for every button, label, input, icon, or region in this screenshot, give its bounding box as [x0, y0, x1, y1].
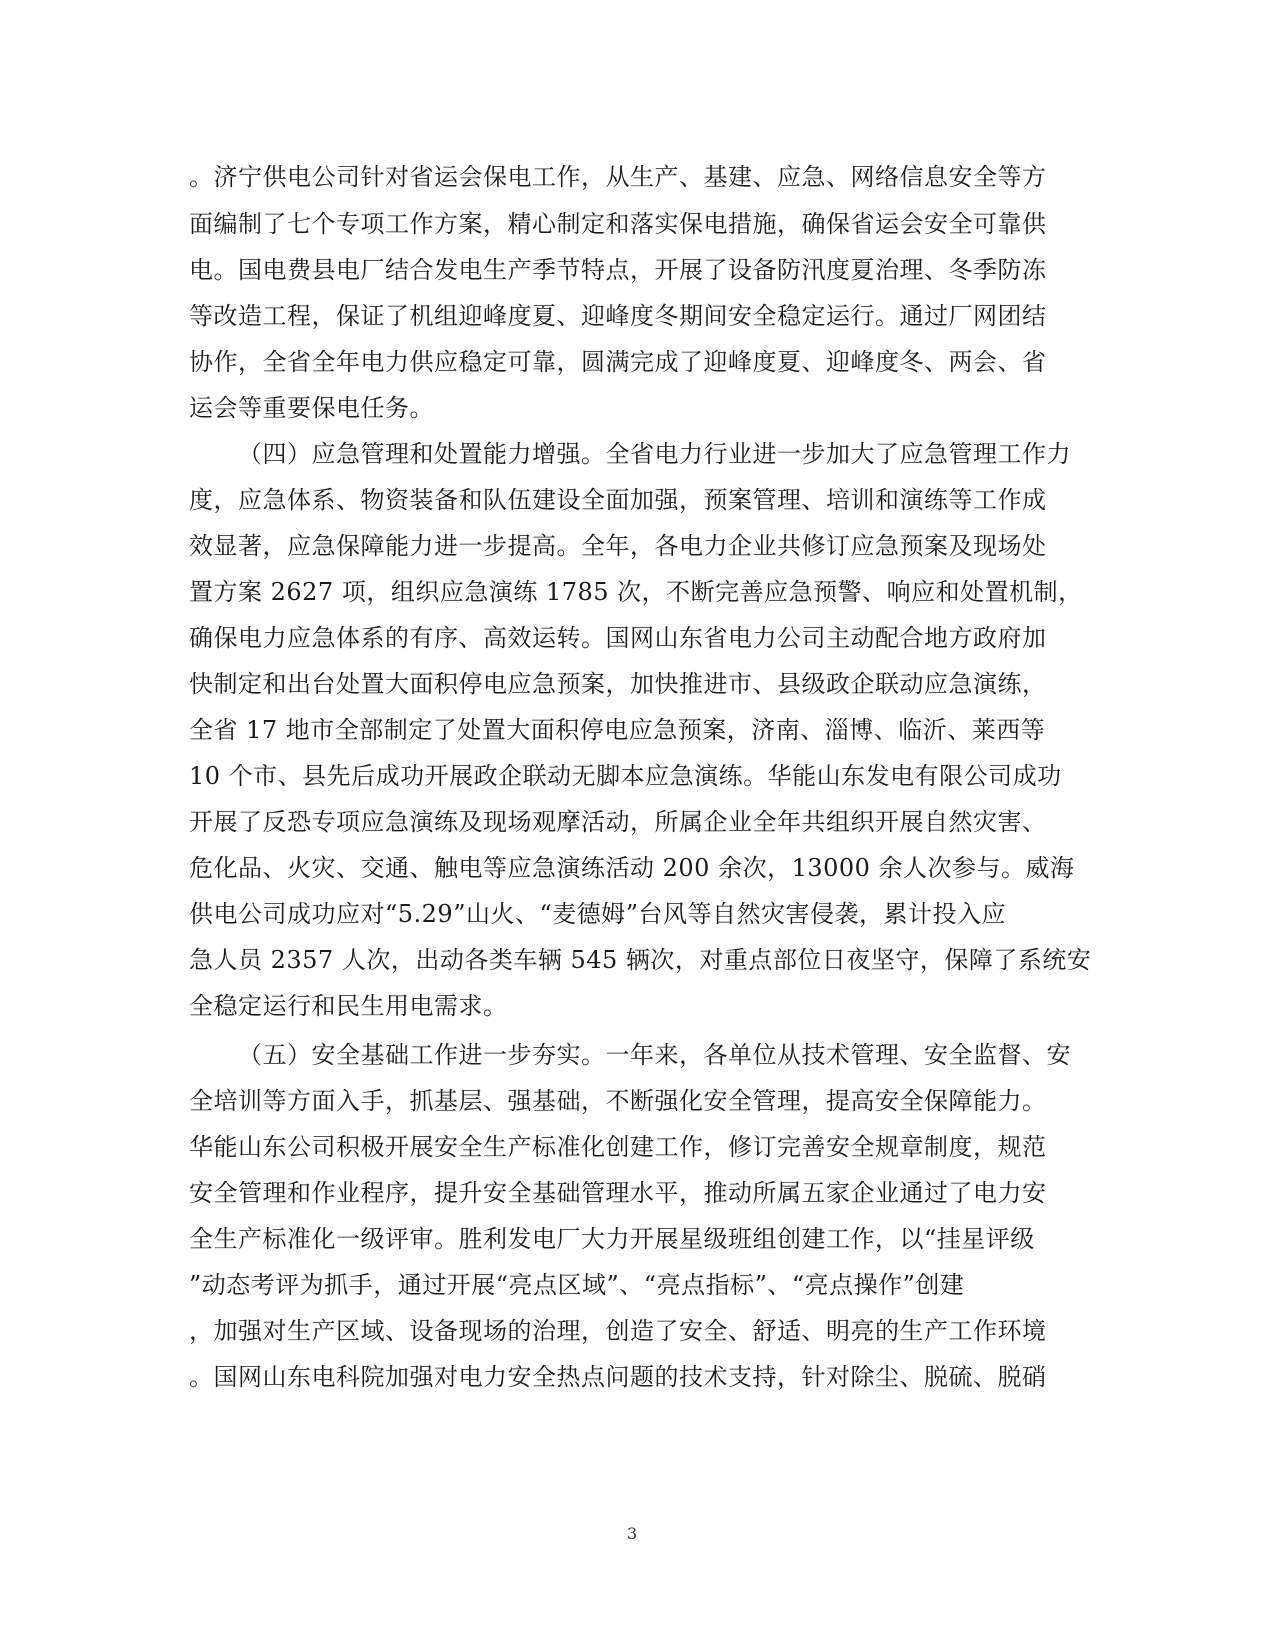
text-line: 10 个市、县先后成功开展政企联动无脚本应急演练。华能山东发电有限公司成功 — [189, 762, 1062, 790]
text-line: 急人员 2357 人次，出动各类车辆 545 辆次，对重点部位日夜坚守，保障了系统安 — [189, 946, 1092, 974]
text-line: 效显著，应急保障能力进一步提高。全年，各电力企业共修订应急预案及现场处 — [189, 532, 1047, 560]
text-line: 面编制了七个专项工作方案，精心制定和落实保电措施，确保省运会安全可靠供 — [189, 210, 1047, 238]
page-number: 3 — [627, 1524, 638, 1543]
text-line: 置方案 2627 项，组织应急演练 1785 次，不断完善应急预警、响应和处置机制， — [189, 578, 1083, 606]
text-line: 华能山东公司积极开展安全生产标准化创建工作，修订完善安全规章制度，规范 — [189, 1133, 1047, 1161]
text-line: ，加强对生产区域、设备现场的治理，创造了安全、舒适、明亮的生产工作环境 — [189, 1317, 1047, 1345]
text-line: 全省 17 地市全部制定了处置大面积停电应急预案，济南、淄博、临沂、莱西等 — [189, 716, 1046, 744]
section-heading-5: （五）安全基础工作进一步夯实。一年来，各单位从技术管理、安全监督、安 — [238, 1041, 1071, 1069]
text-line: 协作，全省全年电力供应稳定可靠，圆满完成了迎峰度夏、迎峰度冬、两会、省 — [189, 348, 1047, 376]
text-line: 。济宁供电公司针对省运会保电工作，从生产、基建、应急、网络信息安全等方 — [189, 163, 1047, 191]
text-line: 全稳定运行和民生用电需求。 — [189, 992, 508, 1020]
text-line: 度，应急体系、物资装备和队伍建设全面加强，预案管理、培训和演练等工作成 — [189, 486, 1047, 514]
text-line: 全培训等方面入手，抓基层、强基础，不断强化安全管理，提高安全保障能力。 — [189, 1087, 1047, 1115]
text-line: 运会等重要保电任务。 — [189, 394, 434, 422]
text-line: 快制定和出台处置大面积停电应急预案，加快推进市、县级政企联动应急演练， — [189, 670, 1047, 698]
text-line: 安全管理和作业程序，提升安全基础管理水平，推动所属五家企业通过了电力安 — [189, 1179, 1047, 1207]
text-line: 全生产标准化一级评审。胜利发电厂大力开展星级班组创建工作，以“挂星评级 — [189, 1225, 1035, 1253]
text-line: 电。国电费县电厂结合发电生产季节特点，开展了设备防汛度夏治理、冬季防冻 — [189, 256, 1047, 284]
text-line: 开展了反恐专项应急演练及现场观摩活动，所属企业全年共组织开展自然灾害、 — [189, 808, 1047, 836]
text-line: 危化品、火灾、交通、触电等应急演练活动 200 余次，13000 余人次参与。威海 — [189, 854, 1075, 882]
text-line: 等改造工程，保证了机组迎峰度夏、迎峰度冬期间安全稳定运行。通过厂网团结 — [189, 302, 1047, 330]
text-line: 。国网山东电科院加强对电力安全热点问题的技术支持，针对除尘、脱硫、脱硝 — [189, 1363, 1047, 1391]
text-line: 确保电力应急体系的有序、高效运转。国网山东省电力公司主动配合地方政府加 — [189, 624, 1047, 652]
text-line: ”动态考评为抓手，通过开展“亮点区域”、“亮点指标”、“亮点操作”创建 — [189, 1271, 965, 1299]
section-heading-4: （四）应急管理和处置能力增强。全省电力行业进一步加大了应急管理工作力 — [238, 440, 1071, 468]
text-line: 供电公司成功应对“5.29”山火、“麦德姆”台风等自然灾害侵袭，累计投入应 — [189, 900, 1007, 928]
